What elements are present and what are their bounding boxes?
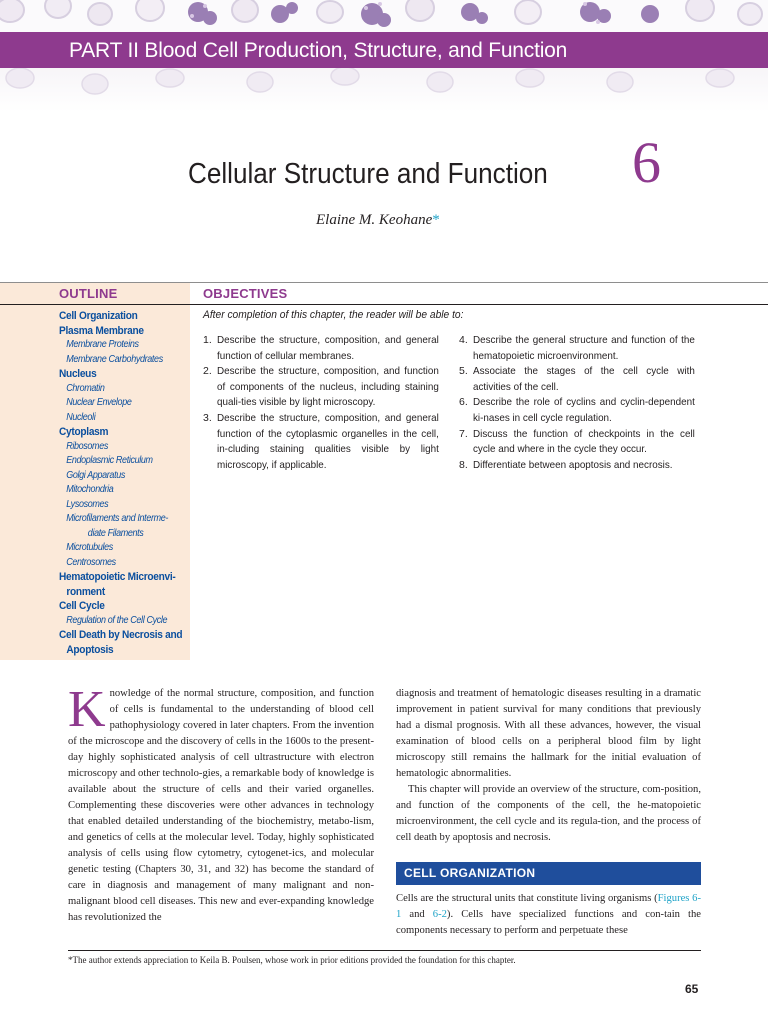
objectives-list-right bbox=[459, 333, 709, 473]
intro-text: nowledge of the normal structure, composition, and function of cells is fundamental to the understanding of blood cell pathophysiology covered in later chapters. From the invention of the microscope and the discovery of cells in the 1600s to the present-day highly sophisticated analysis of cell ultrastructure with electron microscopy and other technolo-gies, a remarkable body of knowledge is available about the structure of cells and their varied organelles. Complementing these discoveries were other advances in technology that enabled detailed understanding of the biochemistry, metabo-lism, and genetics of cells at the molecular level. Today, highly sophisticated analysis of cells using flow cytometry, cytogenet-ics, and molecular genetic testing (Chapters 30, 31, and 32) has become the standard of care in diagnosis and management of many malignant and non-malignant blood cell diseases. This new and ever-expanding knowledge has revolutionized the bbox=[68, 688, 374, 923]
drop-cap: K bbox=[68, 681, 106, 738]
outline-item-label: Nucleoli bbox=[66, 411, 96, 423]
objective-text: Differentiate between apoptosis and necrosis. bbox=[473, 458, 673, 471]
outline-item-continuation: ronment bbox=[66, 585, 105, 598]
outline-item-label: Ribosomes bbox=[66, 440, 108, 452]
objectives-heading: OBJECTIVES bbox=[203, 286, 288, 301]
footnote-divider bbox=[68, 950, 701, 951]
outline-subitem[interactable] bbox=[59, 338, 176, 353]
body-column-left bbox=[68, 681, 374, 926]
objective-number: 1. bbox=[203, 334, 212, 346]
objective-item bbox=[459, 427, 709, 458]
outline-item-label: Nucleus bbox=[59, 368, 97, 380]
outline-item-label: Plasma Membrane bbox=[59, 324, 144, 337]
author-footnote-mark[interactable]: * bbox=[432, 212, 440, 228]
intro-paragraph bbox=[68, 681, 374, 926]
blood-cell-pattern-image bbox=[0, 0, 768, 32]
paragraph-text: and bbox=[401, 909, 433, 920]
outline-item[interactable] bbox=[59, 425, 179, 440]
chapter-title: Cellular Structure and Function bbox=[188, 158, 548, 190]
footnote: *The author extends appreciation to Keila B. Poulsen, whose work in prior editions provided the foundation for this chapter. bbox=[68, 955, 516, 965]
outline-item-label: Cell Cycle bbox=[59, 600, 105, 612]
objective-number: 7. bbox=[459, 427, 468, 440]
part-label: PART II Blood Cell Production, Structure, and Function bbox=[69, 39, 568, 62]
outline-subitem[interactable] bbox=[59, 454, 176, 469]
outline-subitem[interactable] bbox=[59, 483, 176, 498]
outline-divider bbox=[0, 304, 190, 305]
outline-item-label: Lysosomes bbox=[66, 498, 109, 510]
outline-item[interactable] bbox=[59, 324, 179, 339]
part-banner bbox=[0, 32, 768, 69]
paragraph-text: Cells are the structural units that constitute living organisms ( bbox=[396, 893, 658, 904]
page-number: 65 bbox=[685, 982, 699, 996]
objectives-list-left bbox=[203, 333, 453, 473]
objective-text: Discuss the function of checkpoints in the cell cycle and where in the cycle they occur. bbox=[473, 427, 695, 456]
objective-number: 8. bbox=[459, 458, 468, 471]
outline-subitem[interactable] bbox=[59, 396, 176, 411]
outline-item-continuation: Apoptosis bbox=[66, 643, 114, 656]
outline-item-label: Centrosomes bbox=[66, 556, 116, 568]
outline-subitem[interactable] bbox=[59, 614, 176, 629]
outline-item-label: Golgi Apparatus bbox=[66, 469, 126, 481]
outline-item-label: Mitochondria bbox=[66, 484, 114, 495]
objective-item bbox=[459, 364, 709, 395]
outline-subitem[interactable] bbox=[59, 541, 176, 556]
continuation-paragraph: diagnosis and treatment of hematologic diseases resulting in a dramatic improvement in patient survival for many conditions that previously had a dismal prognosis. With all these advances, however, the visual examination of blood cells on a peripheral blood film by light microscopy still remains the hallmark for the initial evaluation of hematologic abnormalities. bbox=[396, 688, 701, 779]
objective-text: Describe the structure, composition, and general function of cellular membranes. bbox=[217, 334, 439, 362]
cell-organization-text bbox=[396, 891, 701, 939]
objective-text: Describe the general structure and function of the hematopoietic microenvironment. bbox=[473, 334, 695, 362]
figure-link-6-1[interactable]: Figures 6-1 bbox=[396, 893, 701, 920]
outline-item-label: Chromatin bbox=[66, 382, 105, 394]
objective-text: Describe the structure, composition, and function of components of the nucleus, including staining quali-ties visible by light microscopy. bbox=[217, 365, 439, 409]
outline-subitem[interactable] bbox=[59, 411, 176, 426]
outline-item-label: Hematopoietic Microenvi- bbox=[59, 571, 176, 583]
outline-subitem[interactable] bbox=[59, 469, 176, 484]
objective-item bbox=[203, 364, 453, 411]
blood-cell-pattern-image bbox=[0, 68, 768, 112]
outline-subitem[interactable] bbox=[59, 440, 176, 455]
objective-item bbox=[203, 411, 453, 473]
outline-panel bbox=[0, 283, 190, 660]
outline-item-label: Cell Organization bbox=[59, 310, 138, 322]
outline-item[interactable] bbox=[59, 570, 188, 599]
objectives-divider bbox=[190, 304, 768, 305]
body-column-right bbox=[396, 686, 701, 846]
outline-item-label: Cytoplasm bbox=[59, 426, 109, 438]
outline-item[interactable] bbox=[59, 599, 179, 614]
objective-number: 5. bbox=[459, 365, 468, 378]
outline-item-label: Cell Death by Necrosis and bbox=[59, 629, 183, 641]
outline-subitem[interactable] bbox=[59, 512, 181, 541]
outline-subitem[interactable] bbox=[59, 498, 176, 513]
chapter-number: 6 bbox=[632, 130, 661, 195]
author-name: Elaine M. Keohane bbox=[316, 212, 433, 228]
outline-item-label: Endoplasmic Reticulum bbox=[66, 455, 153, 466]
outline-item[interactable] bbox=[59, 367, 179, 382]
outline-item[interactable] bbox=[59, 309, 179, 324]
outline-item-label: Microtubules bbox=[66, 542, 113, 553]
overview-paragraph: This chapter will provide an overview of the structure, com-position, and function of the components of the cell, the he-matopoietic microenvironment, the cell cycle and its regula-tion, and the process of cell death by apoptosis and necrosis. bbox=[396, 784, 701, 843]
objective-item bbox=[459, 333, 709, 364]
outline-heading: OUTLINE bbox=[59, 286, 118, 301]
author-line bbox=[316, 212, 440, 229]
objective-text: Describe the structure, composition, and general function of the cytoplasmic organelles in the cell, in-cluding staining qualities visible by light microscopy, if applicable. bbox=[217, 411, 439, 471]
objective-number: 3. bbox=[203, 411, 212, 424]
objective-item bbox=[459, 395, 709, 426]
header-cell-pattern bbox=[0, 0, 768, 32]
objective-number: 2. bbox=[203, 365, 212, 378]
objective-text: Describe the role of cyclins and cyclin-dependent ki-nases in cell cycle regulation. bbox=[473, 396, 695, 424]
objective-number: 4. bbox=[459, 334, 468, 346]
outline-list bbox=[59, 309, 189, 657]
objectives-intro: After completion of this chapter, the reader will be able to: bbox=[203, 309, 464, 321]
outline-subitem[interactable] bbox=[59, 382, 176, 397]
section-heading-cell-organization: CELL ORGANIZATION bbox=[396, 862, 701, 885]
cell-organization-paragraph bbox=[396, 891, 701, 939]
figure-link-6-2[interactable]: 6-2 bbox=[432, 909, 447, 920]
objective-number: 6. bbox=[459, 396, 468, 409]
outline-item-label: Regulation of the Cell Cycle bbox=[66, 614, 168, 626]
paragraph-text: ). Cells have specialized functions and con-tain the components necessary to perform and perpetuate these bbox=[396, 909, 702, 936]
outline-item-label: Nuclear Envelope bbox=[66, 397, 132, 408]
header-cell-pattern-lower bbox=[0, 68, 768, 112]
outline-subitem[interactable] bbox=[59, 556, 176, 571]
objective-item bbox=[203, 333, 453, 364]
outline-item-continuation: diate Filaments bbox=[87, 527, 144, 539]
outline-item-label: Membrane Carbohydrates bbox=[66, 353, 163, 365]
objective-item bbox=[459, 458, 709, 474]
outline-subitem[interactable] bbox=[59, 353, 176, 368]
outline-item-label: Microfilaments and Interme- bbox=[66, 513, 169, 524]
outline-item[interactable] bbox=[59, 628, 188, 657]
objective-text: Associate the stages of the cell cycle with activities of the cell. bbox=[473, 365, 695, 393]
outline-item-label: Membrane Proteins bbox=[66, 339, 139, 350]
